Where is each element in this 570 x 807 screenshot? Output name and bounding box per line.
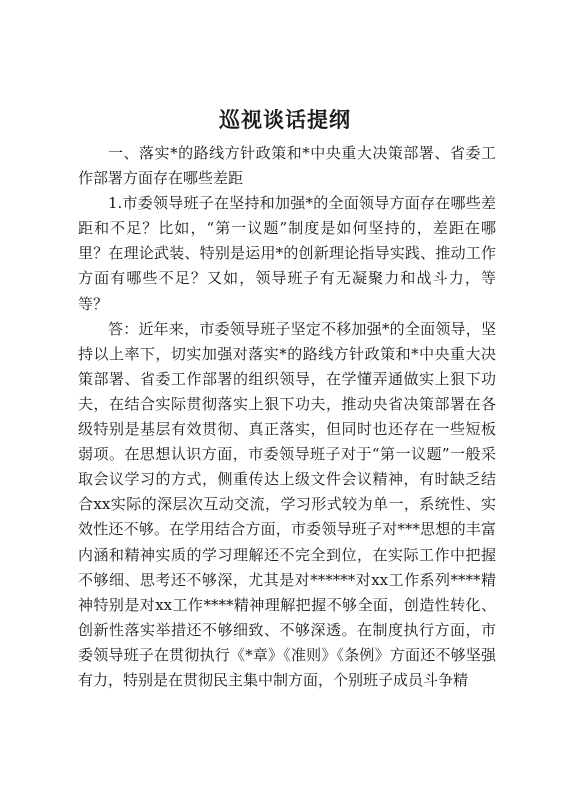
question-paragraph: 1.市委领导班子在坚持和加强*的全面领导方面存在哪些差距和不足？比如，“第一议题”制度是如何坚持的，差距在哪里？在理论武装、特别是运用*的创新理论指导实践、推动工作方面有哪些不足？又如，领导班子有无凝聚力和战斗力，等等？	[78, 194, 496, 313]
document-title: 巡视谈话提纲	[219, 108, 351, 132]
answer-paragraph: 答：近年来，市委领导班子坚定不移加强*的全面领导，坚持以上率下，切实加强对落实*的路线方针政策和*中央重大决策部署、省委工作部署的组织领导，在学懂弄通做实上狠下功夫，在结合实际贯彻落实上狠下功夫，推动央省决策部署在各级特别是基层有效贯彻、真正落实，但同时也还存在一些短板弱项。在思想认识方面，市委领导班子对于“第一议题”一般采取会议学习的方式，侧重传达上级文件会议精神，有时缺乏结合xx实际的深层次互动交流，学习形式较为单一，系统性、实效性还不够。在学用结合方面，市委领导班子对***思想的丰富内涵和精神实质的学习理解还不完全到位，在实际工作中把握不够细、思考还不够深，尤其是对******对xx工作系列****精神特别是对xx工作****精神理解把握不够全面，创造性转化、创新性落实举措还不够细致、不够深透。在制度执行方面，市委领导班子在贯彻执行《*章》《准则》《条例》方面还不够坚强有力，特别是在贯彻民主集中制方面，个别班子成员斗争精	[78, 319, 496, 689]
section-heading: 一、落实*的路线方针政策和*中央重大决策部署、省委工作部署方面存在哪些差距	[78, 144, 496, 188]
document-body	[78, 141, 496, 693]
